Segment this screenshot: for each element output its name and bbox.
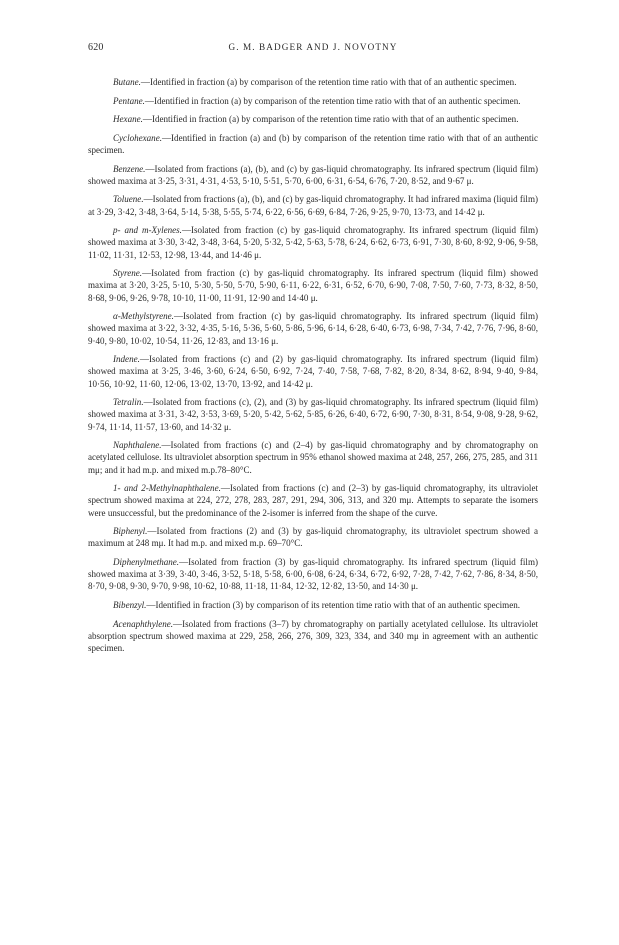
- compound-name: Toluene.: [113, 194, 144, 205]
- paragraph-text: —Identified in fraction (a) by comparison of the retention time ratio with that of an authentic specimen.: [140, 77, 517, 87]
- paragraph-text: —Isolated from fractions (c) and (2–4) by gas-liquid chromatography and by chromatography on acetylated cellulose. Its ultraviolet absorption spectrum in 95% ethanol showed maxima at 248, 257, 266, 275, 285, and 311 mμ; and it had m.p. and mixed m.p.78–80°C.: [88, 440, 538, 475]
- compound-name: 1- and 2-Methylnaphthalene.: [113, 483, 221, 494]
- page-number: 620: [88, 42, 104, 53]
- paragraph-biphenyl: [88, 525, 538, 549]
- compound-name: α-Methylstyrene.: [113, 311, 174, 322]
- paragraph-text: —Isolated from fractions (a), (b), and (c) by gas-liquid chromatography. It had infrared maxima (liquid film) at 3·29, 3·42, 3·48, 3·64, 5·14, 5·38, 5·55, 5·74, 6·22, 6·56, 6·69, 6·84, 7·26, 9·25, 9·70, 13·73, and 14·42 μ.: [88, 194, 538, 217]
- paragraph-cyclohexane: [88, 132, 538, 156]
- paragraph-butane: [88, 76, 538, 88]
- compound-name: Bibenzyl.: [113, 599, 147, 610]
- paragraph-text: —Isolated from fraction (3) by gas-liquid chromatography. Its infrared spectrum (liquid film) showed maxima at 3·39, 3·40, 3·46, 3·52, 5·18, 5·58, 6·00, 6·08, 6·24, 6·34, 6·72, 6·92, 7·28, 7·42, 7·62, 7·86, 8·34, 8·50, 8·70, 9·08, 9·30, 9·70, 9·98, 10·62, 10·88, 11·18, 11·84, 12·32, 12·82, 13·50, and 14·30 μ.: [88, 556, 538, 592]
- paragraph-diphenylmethane: [88, 556, 538, 593]
- compound-name: Pentane.: [113, 95, 145, 106]
- paragraph-pentane: [88, 95, 538, 107]
- compound-name: Acenaphthylene.: [113, 618, 174, 629]
- paragraph-text: —Identified in fraction (a) by comparison of the retention time ratio with that of an authentic specimen.: [142, 114, 519, 125]
- paragraph-text: —Isolated from fraction (c) by gas-liquid chromatography. Its infrared spectrum (liquid film) showed maxima at 3·20, 3·25, 5·10, 5·30, 5·50, 5·70, 5·90, 6·11, 6·22, 6·31, 6·52, 6·70, 6·90, 7·08, 7·50, 7·60, 7·73, 8·32, 8·50, 8·68, 9·06, 9·26, 9·78, 10·10, 11·00, 11·91, 12·90 and 14·40 μ.: [88, 268, 538, 303]
- paragraph-methylstyrene: [88, 310, 538, 347]
- paragraph-bibenzyl: [88, 599, 538, 611]
- compound-name: p- and m-Xylenes.: [113, 225, 182, 236]
- paragraph-naphthalene: [88, 439, 538, 476]
- paragraph-hexane: [88, 113, 538, 125]
- paragraph-acenaphthylene: [88, 618, 538, 655]
- paragraph-toluene: [88, 193, 538, 217]
- paragraph-text: —Identified in fraction (3) by comparison of its retention time ratio with that of an authentic specimen.: [146, 599, 520, 610]
- compound-name: Biphenyl.: [113, 526, 148, 537]
- compound-name: Butane.: [113, 77, 141, 87]
- compound-name: Naphthalene.: [113, 440, 162, 451]
- paragraph-methylnaphthalene: [88, 482, 538, 519]
- paragraph-tetralin: [88, 396, 538, 433]
- paragraph-text: —Isolated from fractions (c), (2), and (3) by gas-liquid chromatography. Its infrared spectrum (liquid film) showed maxima at 3·31, 3·42, 3·53, 3·69, 5·20, 5·42, 5·62, 5·85, 6·26, 6·40, 6·72, 6·90, 7·30, 8·31, 8·54, 9·08, 9·28, 9·62, 9·74, 11·14, 11·57, 13·60, and 14·32 μ.: [88, 397, 538, 432]
- paragraph-text: —Identified in fraction (a) and (b) by comparison of the retention time ratio with that of an authentic specimen.: [88, 132, 538, 155]
- experimental-section: [88, 76, 538, 661]
- paragraph-text: —Identified in fraction (a) by comparison of the retention time ratio with that of an authentic specimen.: [144, 95, 521, 106]
- page-header: [88, 42, 538, 58]
- compound-name: Indene.: [113, 354, 140, 365]
- paragraph-text: —Isolated from fractions (a), (b), and (c) by gas-liquid chromatography. Its infrared spectrum (liquid film) showed maxima at 3·25, 3·31, 4·31, 4·53, 5·10, 5·51, 5·70, 6·00, 6·31, 6·54, 6·76, 7·20, 8·52, and 9·67 μ.: [88, 163, 538, 186]
- compound-name: Styrene.: [113, 268, 143, 279]
- running-head: G. M. BADGER AND J. NOVOTNY: [228, 42, 398, 52]
- compound-name: Cyclohexane.: [113, 132, 162, 143]
- paragraph-text: —Isolated from fractions (c) and (2) by gas-liquid chromatography. Its infrared spectrum (liquid film) showed maxima at 3·25, 3·46, 3·60, 6·24, 6·50, 6·92, 7·24, 7·40, 7·58, 7·68, 7·82, 8·20, 8·34, 8·62, 8·94, 9·40, 9·84, 10·56, 10·92, 11·60, 12·06, 13·02, 13·70, 13·92, and 14·42 μ.: [88, 354, 538, 389]
- compound-name: Benzene.: [113, 163, 146, 174]
- compound-name: Hexane.: [113, 114, 143, 125]
- paragraph-styrene: [88, 267, 538, 304]
- paragraph-indene: [88, 353, 538, 390]
- paragraph-benzene: [88, 163, 538, 187]
- compound-name: Tetralin.: [113, 397, 144, 408]
- paragraph-xylenes: [88, 224, 538, 261]
- compound-name: Diphenylmethane.: [113, 556, 180, 567]
- paragraph-text: —Isolated from fractions (3–7) by chromatography on partially acetylated cellulose. Its ultraviolet absorption spectrum showed maxima at 229, 258, 266, 276, 309, 323, 334, and 340 mμ in agreement with an authentic specimen.: [88, 618, 538, 653]
- paragraph-text: —Isolated from fractions (c) and (2–3) by gas-liquid chromatography, its ultraviolet spectrum showed maxima at 224, 272, 278, 283, 287, 291, 294, 306, 313, and 320 mμ. Attempts to separate the isomers were unsuccessful, but the predominance of the 2-isomer is inferred from the shape of the curve.: [88, 483, 538, 518]
- paragraph-text: —Isolated from fraction (c) by gas-liquid chromatography. Its infrared spectrum (liquid film) showed maxima at 3·22, 3·32, 4·35, 5·16, 5·36, 5·60, 5·86, 5·96, 6·14, 6·28, 6·40, 6·73, 6·98, 7·34, 7·42, 7·76, 7·96, 8·60, 9·40, 9·80, 10·02, 10·54, 11·26, 12·83, and 13·16 μ.: [88, 311, 538, 346]
- paragraph-text: —Isolated from fraction (c) by gas-liquid chromatography. Its infrared spectrum (liquid film) showed maxima at 3·30, 3·42, 3·48, 3·64, 5·20, 5·32, 5·42, 5·63, 5·78, 6·24, 6·62, 6·73, 6·91, 7·30, 8·60, 8·92, 9·06, 9·58, 11·02, 11·31, 12·53, 12·98, 13·44, and 14·46 μ.: [88, 225, 538, 260]
- paragraph-text: —Isolated from fractions (2) and (3) by gas-liquid chromatography, its ultraviolet spectrum showed a maximum at 248 mμ. It had m.p. and mixed m.p. 69–70°C.: [88, 526, 538, 549]
